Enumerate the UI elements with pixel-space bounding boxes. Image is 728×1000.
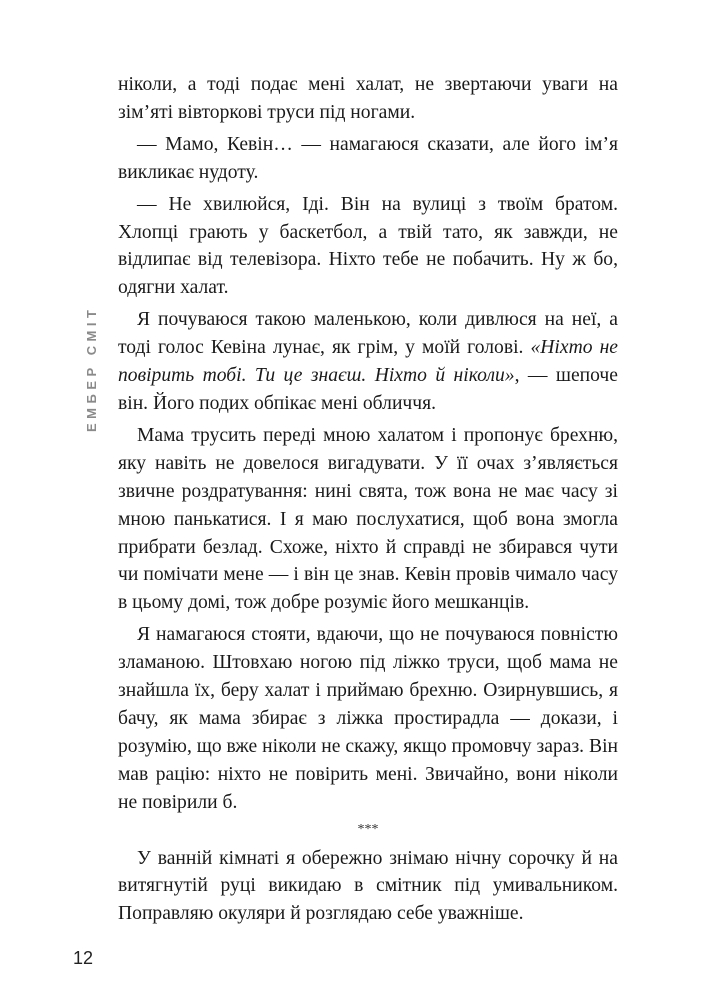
- paragraph: [118, 306, 618, 418]
- author-running-head: ЕМБЕР СМІТ: [84, 305, 99, 432]
- page-number: 12: [73, 948, 94, 968]
- italic-quote: «Ніхто не повірить тобі. Ти це знаєш. Ніхто й ніколи»: [118, 337, 618, 387]
- paragraph-text: , — шепоче він. Його подих обпікає мені обличчя.: [118, 365, 618, 414]
- paragraph: Мама трусить переді мною халатом і пропонує брехню, яку навіть не довелося вигадувати. У її очах з’являється звичне роздратування: нині свята, тож вона не має часу зі мною панькатися. І я маю послухатися, щоб вона змогла прибрати безлад. Схоже, ніхто й справді не збирався чути чи помічати мене — і він це знав. Кевін провів чимало часу в цьому домі, тож добре розуміє його мешканців.: [118, 424, 618, 614]
- paragraph: — Мамо, Кевін… — намагаюся сказати, але його ім’я викликає нудоту.: [118, 133, 618, 183]
- paragraph: ніколи, а тоді подає мені халат, не звертаючи уваги на зім’яті вівторкові труси під ногами.: [118, 74, 618, 123]
- paragraph: У ванній кімнаті я обережно знімаю нічну сорочку й на витягнутій руці викидаю в смітник під умивальником. Поправляю окуляри й розглядаю себе уважніше.: [118, 847, 618, 925]
- body-text: [118, 71, 618, 932]
- paragraph-text: Я почуваюся такою маленькою, коли дивлюся на неї, а тоді голос Кевіна лунає, як грім, у моїй голові.: [118, 309, 618, 359]
- paragraph: Я намагаюся стояти, вдаючи, що не почуваюся повністю зламаною. Штовхаю ногою під ліжко труси, щоб мама не знайшла їх, беру халат і приймаю брехню. Озирнувшись, я бачу, як мама збирає з ліжка простирадла — докази, і розумію, що вже ніколи не скажу, якщо промовчу зараз. Він мав рацію: ніхто не повірить мені. Звичайно, вони ніколи не повірили б.: [118, 624, 618, 813]
- section-divider: ***: [357, 821, 379, 837]
- paragraph: — Не хвилюйся, Іді. Він на вулиці з твоїм братом. Хлопці грають у баскетбол, а твій тато, як завжди, не відлипає від телевізора. Ніхто тебе не побачить. Ну ж бо, одягни халат.: [118, 193, 618, 299]
